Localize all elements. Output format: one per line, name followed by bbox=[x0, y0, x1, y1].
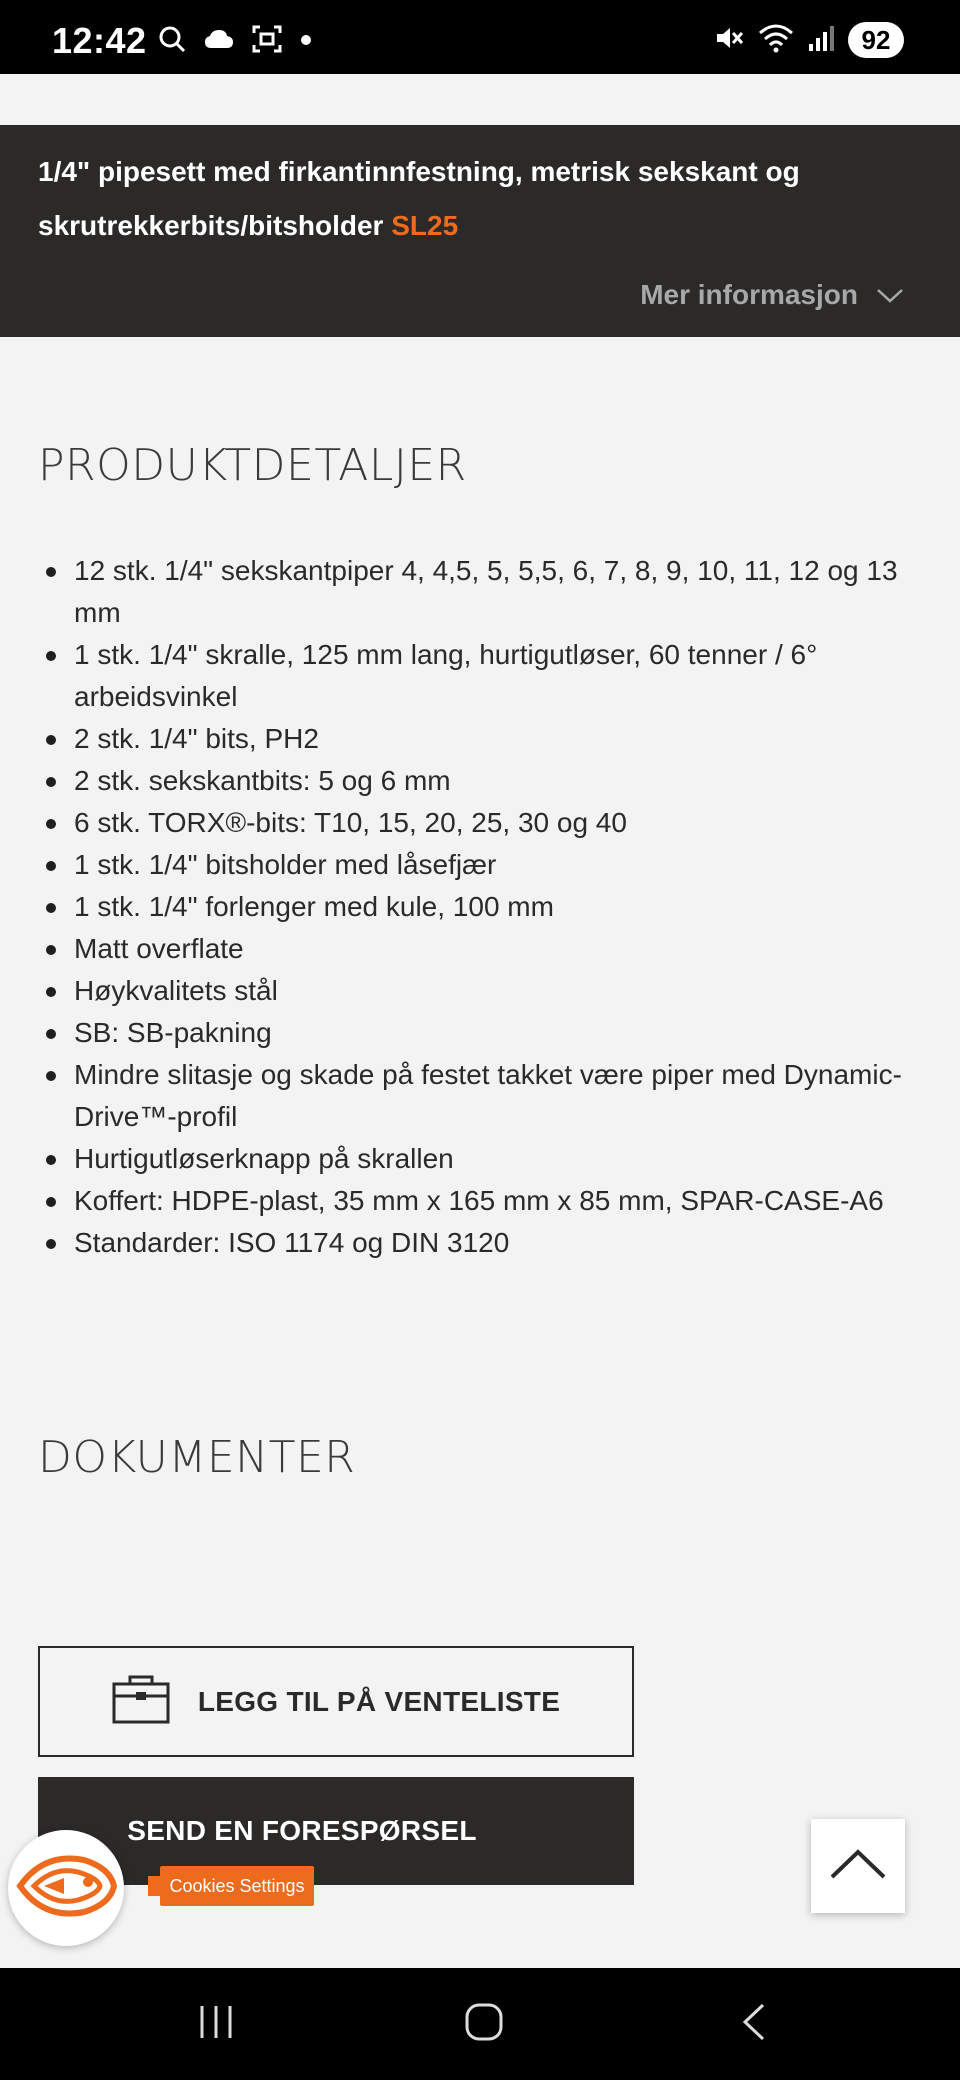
add-to-waitlist-button[interactable] bbox=[38, 1646, 634, 1757]
list-item: Koffert: HDPE-plast, 35 mm x 165 mm x 85 mm, SPAR-CASE-A6 bbox=[38, 1180, 918, 1222]
chevron-down-icon bbox=[876, 279, 904, 311]
list-item: 1 stk. 1/4" skralle, 125 mm lang, hurtigutløser, 60 tenner / 6° arbeidsvinkel bbox=[38, 634, 918, 718]
list-item: Høykvalitets stål bbox=[38, 970, 918, 1012]
cookie-fish-logo-icon bbox=[14, 1846, 118, 1931]
send-inquiry-button[interactable] bbox=[38, 1777, 634, 1885]
documents-heading: DOKUMENTER bbox=[38, 1432, 356, 1483]
cookie-settings-button[interactable]: Cookies Settings bbox=[160, 1866, 314, 1906]
product-details-list bbox=[38, 550, 918, 1264]
more-info-toggle[interactable] bbox=[640, 279, 904, 311]
toolbox-icon bbox=[112, 1674, 170, 1729]
mute-icon bbox=[714, 23, 744, 58]
cloud-icon bbox=[204, 28, 234, 55]
status-left-icons bbox=[158, 25, 312, 58]
list-item: 1 stk. 1/4" forlenger med kule, 100 mm bbox=[38, 886, 918, 928]
chevron-up-icon bbox=[830, 1849, 886, 1884]
list-item: Matt overflate bbox=[38, 928, 918, 970]
list-item: Hurtigutløserknapp på skrallen bbox=[38, 1138, 918, 1180]
list-item: 1 stk. 1/4" bitsholder med låsefjær bbox=[38, 844, 918, 886]
system-nav-bar bbox=[0, 1968, 960, 2080]
list-item: 2 stk. 1/4" bits, PH2 bbox=[38, 718, 918, 760]
wifi-icon bbox=[758, 23, 794, 58]
recent-apps-icon bbox=[196, 2002, 236, 2047]
back-icon bbox=[739, 2002, 769, 2047]
status-time: 12:42 bbox=[52, 20, 147, 61]
recent-apps-button[interactable] bbox=[186, 1998, 246, 2050]
signal-icon bbox=[808, 24, 834, 57]
inquiry-label: SEND EN FORESPØRSEL bbox=[127, 1815, 477, 1846]
back-button[interactable] bbox=[724, 1998, 784, 2050]
status-right-icons bbox=[714, 22, 904, 58]
list-item: SB: SB-pakning bbox=[38, 1012, 918, 1054]
product-header bbox=[0, 125, 960, 337]
list-item: 2 stk. sekskantbits: 5 og 6 mm bbox=[38, 760, 918, 802]
list-item: 6 stk. TORX®-bits: T10, 15, 20, 25, 30 og 40 bbox=[38, 802, 918, 844]
product-details-heading: PRODUKTDETALJER bbox=[38, 440, 467, 491]
list-item: 12 stk. 1/4" sekskantpiper 4, 4,5, 5, 5,5, 6, 7, 8, 9, 10, 11, 12 og 13 mm bbox=[38, 550, 918, 634]
list-item: Mindre slitasje og skade på festet takket være piper med Dynamic-Drive™-profil bbox=[38, 1054, 918, 1138]
battery-level: 92 bbox=[848, 22, 904, 58]
product-title bbox=[38, 145, 898, 253]
list-item: Standarder: ISO 1174 og DIN 3120 bbox=[38, 1222, 918, 1264]
home-icon bbox=[464, 2002, 504, 2047]
product-title-text: 1/4" pipesett med firkantinnfestning, metrisk sekskant og skrutrekkerbits/bitsholder bbox=[38, 156, 800, 241]
home-button[interactable] bbox=[454, 1998, 514, 2050]
cookie-consent-badge[interactable] bbox=[8, 1830, 124, 1946]
status-bar bbox=[0, 0, 960, 74]
search-icon bbox=[158, 25, 186, 58]
dot-icon bbox=[300, 33, 312, 51]
more-info-label: Mer informasjon bbox=[640, 279, 858, 310]
scroll-to-top-button[interactable] bbox=[811, 1819, 905, 1913]
screenshot-icon bbox=[252, 25, 282, 58]
waitlist-label: LEGG TIL PÅ VENTELISTE bbox=[197, 1685, 561, 1717]
product-code: SL25 bbox=[391, 210, 459, 241]
